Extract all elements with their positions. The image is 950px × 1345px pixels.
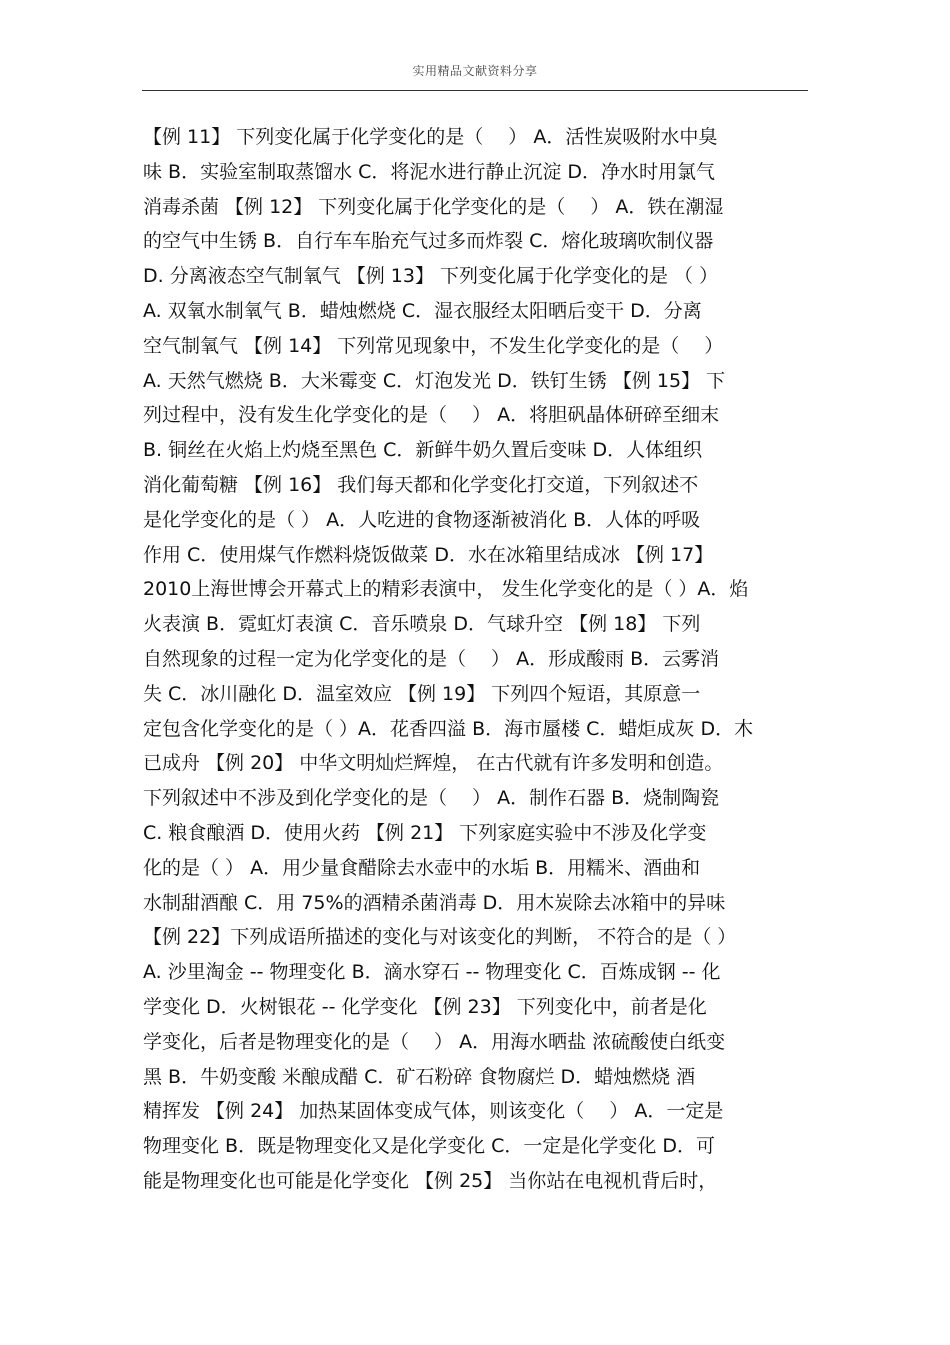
text-line: C. 粮食酿酒 D．使用火药 【例 21】 下列家庭实验中不涉及化学变 [143,821,707,844]
text-line: 味 B．实验室制取蒸馏水 C．将泥水进行静止沉淀 D．净水时用氯气 [143,160,716,183]
text-line: 消化葡萄糖 【例 16】 我们每天都和化学变化打交道，下列叙述不 [143,473,699,496]
text-line: 已成舟 【例 20】 中华文明灿烂辉煌， 在古代就有许多发明和创造。 [143,752,724,775]
text-line: 学变化，后者是物理变化的是（ ） A．用海水晒盐 浓硫酸使白纸变 [143,1030,726,1053]
text-line: B. 铜丝在火焰上灼烧至黑色 C．新鲜牛奶久置后变味 D．人体组织 [143,439,703,462]
text-line: 化的是（ ） A．用少量食醋除去水壶中的水垢 B．用糯米、酒曲和 [143,856,701,879]
text-line: 是化学变化的是（ ） A．人吃进的食物逐渐被消化 B．人体的呼吸 [143,508,701,531]
text-line: 水制甜酒酿 C．用 75%的酒精杀菌消毒 D．用木炭除去冰箱中的异味 [143,891,726,914]
text-line: D. 分离液态空气制氧气 【例 13】 下列变化属于化学变化的是 （ ） [143,265,719,288]
text-line: 空气制氧气 【例 14】 下列常见现象中，不发生化学变化的是（ ） [143,334,724,357]
header-divider [142,90,808,91]
text-line: 黑 B．牛奶变酸 米酿成醋 C．矿石粉碎 食物腐烂 D．蜡烛燃烧 酒 [143,1065,696,1088]
text-line: A. 天然气燃烧 B．大米霉变 C．灯泡发光 D．铁钉生锈 【例 15】 下 [143,369,726,392]
text-line: 【例 11】 下列变化属于化学变化的是（ ） A．活性炭吸附水中臭 [143,126,718,148]
text-line: A. 沙里淘金 -- 物理变化 B．滴水穿石 -- 物理变化 C．百炼成钢 -- 化 [143,961,721,984]
text-line: 物理变化 B．既是物理变化又是化学变化 C．一定是化学变化 D．可 [143,1135,716,1158]
text-line: 消毒杀菌 【例 12】 下列变化属于化学变化的是（ ） A．铁在潮湿 [143,195,724,218]
text-line: 精挥发 【例 24】 加热某固体变成气体，则该变化（ ） A．一定是 [143,1100,724,1123]
text-line: 作用 C．使用煤气作燃料烧饭做菜 D．水在冰箱里结成冰 【例 17】 [143,543,714,566]
text-line: 列过程中，没有发生化学变化的是（ ） A．将胆矾晶体研碎至细末 [143,404,720,427]
text-line: 学变化 D．火树银花 -- 化学变化 【例 23】 下列变化中，前者是化 [143,995,707,1018]
text-line: 定包含化学变化的是（ ）A．花香四溢 B．海市蜃楼 C．蜡炬成灰 D．木 [143,717,754,740]
text-line: 火表演 B．霓虹灯表演 C．音乐喷泉 D．气球升空 【例 18】 下列 [143,613,701,636]
page-header-title: 实用精品文献资料分享 [412,64,538,78]
text-line: 自然现象的过程一定为化学变化的是（ ） A．形成酸雨 B．云雾消 [143,647,720,670]
text-line: 能是物理变化也可能是化学变化 【例 25】 当你站在电视机背后时， [143,1169,718,1192]
text-line: 下列叙述中不涉及到化学变化的是（ ） A．制作石器 B．烧制陶瓷 [143,787,720,810]
text-line: 的空气中生锈 B．自行车车胎充气过多而炸裂 C．熔化玻璃吹制仪器 [143,230,714,253]
text-line: 【例 22】下列成语所描述的变化与对该变化的判断， 不符合的是（ ） [143,926,737,949]
text-line: 2010上海世博会开幕式上的精彩表演中， 发生化学变化的是（ ）A．焰 [143,578,749,601]
text-line: 失 C．冰川融化 D．温室效应 【例 19】 下列四个短语，其原意一 [143,682,701,705]
text-line: A. 双氧水制氧气 B．蜡烛燃烧 C．湿衣服经太阳晒后变干 D．分离 [143,299,702,322]
document-body [143,120,809,1199]
